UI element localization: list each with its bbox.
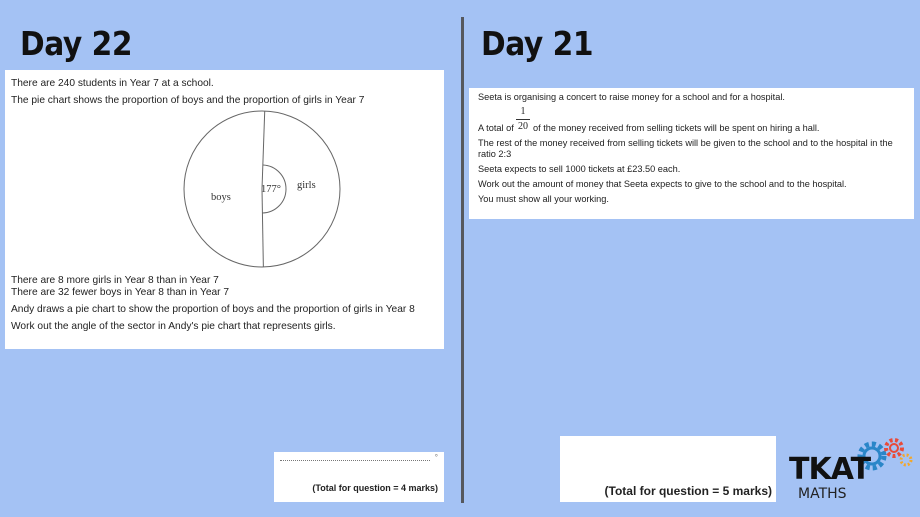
- q21-line-5: Work out the amount of money that Seeta expects to give to the school and to the hospital.: [478, 179, 847, 189]
- tkat-maths-logo: [786, 430, 914, 506]
- fraction-one-twentieth: [515, 106, 531, 133]
- q21-line-2-post: of the money received from selling tickets will be spent on hiring a hall.: [533, 123, 820, 133]
- day-21-question-panel: [469, 88, 914, 219]
- day-22-question-panel: [5, 70, 444, 349]
- logo-subtitle: MATHS: [798, 486, 847, 502]
- q22-line-1: There are 240 students in Year 7 at a school.: [11, 78, 214, 89]
- pie-label-boys: boys: [211, 192, 231, 203]
- pie-radius-top: [262, 111, 265, 189]
- q22-line-3: There are 8 more girls in Year 8 than in Year 7: [11, 275, 219, 286]
- pie-radius-bottom: [262, 189, 263, 267]
- q22-line-2: The pie chart shows the proportion of boys and the proportion of girls in Year 7: [11, 95, 365, 106]
- logo-word: TKAT: [789, 452, 871, 487]
- day-22-marks: (Total for question = 4 marks): [312, 483, 438, 493]
- day-21-title: Day 21: [481, 24, 594, 63]
- q21-line-4: Seeta expects to sell 1000 tickets at £23.50 each.: [478, 164, 681, 174]
- q21-line-2-pre: A total of: [478, 123, 514, 133]
- answer-dot: °: [434, 453, 438, 462]
- answer-line: [280, 460, 430, 461]
- q21-line-1: Seeta is organising a concert to raise money for a school and for a hospital.: [478, 92, 785, 102]
- day-21-marks-box: [560, 436, 776, 502]
- fraction-numerator: 1: [520, 106, 526, 117]
- day-22-title: Day 22: [20, 24, 133, 63]
- gear-orange: [901, 455, 911, 465]
- center-divider: [461, 17, 464, 503]
- fraction-denominator: 20: [518, 121, 528, 132]
- pie-angle-label: 177°: [261, 184, 281, 195]
- q21-line-3: The rest of the money received from selling tickets will be given to the school and to the hospital in the ratio 2:3: [478, 138, 893, 160]
- gear-red: [886, 440, 902, 456]
- q21-line-6: You must show all your working.: [478, 194, 609, 204]
- day-22-marks-box: [274, 452, 444, 502]
- day-21-marks: (Total for question = 5 marks): [604, 484, 772, 498]
- q22-line-5: Andy draws a pie chart to show the proportion of boys and the proportion of girls in Year 8: [11, 304, 415, 315]
- q22-line-4: There are 32 fewer boys in Year 8 than in Year 7: [11, 287, 230, 298]
- pie-label-girls: girls: [297, 180, 316, 191]
- q22-line-6: Work out the angle of the sector in Andy's pie chart that represents girls.: [11, 321, 336, 332]
